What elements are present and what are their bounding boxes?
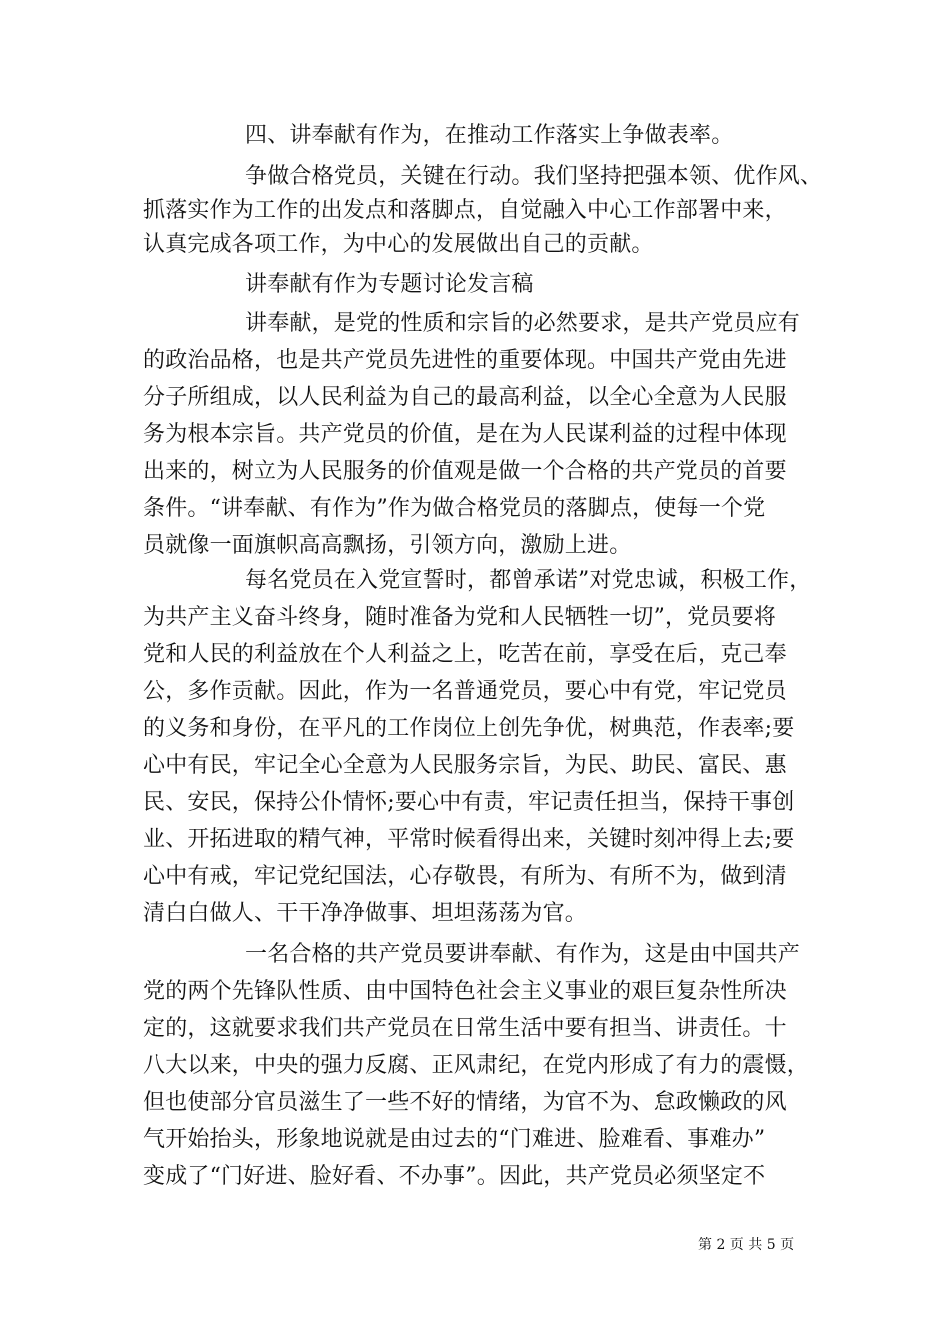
paragraph-line: 条件。“讲奉献、有作为”作为做合格党员的落脚点，使每一个党 <box>143 496 766 521</box>
paragraph-line: 变成了“门好进、脸好看、不办事”。因此，共产党员必须坚定不 <box>143 1164 766 1189</box>
paragraph-line: 分子所组成，以人民利益为自己的最高利益，以全心全意为人民服 <box>143 385 787 410</box>
paragraph-line: 务为根本宗旨。共产党员的价值，是在为人民谋利益的过程中体现 <box>143 422 787 447</box>
paragraph-line: 出来的，树立为人民服务的价值观是做一个合格的共产党员的首要 <box>143 459 787 484</box>
paragraph-line: 定的，这就要求我们共产党员在日常生活中要有担当、讲责任。十 <box>143 1016 787 1041</box>
article-title: 讲奉献有作为专题讨论发言稿 <box>245 272 534 297</box>
section-heading: 四、讲奉献有作为，在推动工作落实上争做表率。 <box>245 123 734 148</box>
paragraph-line: 但也使部分官员滋生了一些不好的情绪，为官不为、怠政懒政的风 <box>143 1090 787 1115</box>
paragraph-line: 员就像一面旗帜高高飘扬，引领方向，激励上进。 <box>143 533 632 558</box>
paragraph-line: 气开始抬头，形象地说就是由过去的“门难进、脸难看、事难办” <box>143 1127 766 1152</box>
paragraph-line: 清白白做人、干干净净做事、坦坦荡荡为官。 <box>143 901 588 926</box>
page-number-footer: 第 2 页 共 5 页 <box>698 1237 795 1253</box>
paragraph-line: 讲奉献，是党的性质和宗旨的必然要求，是共产党员应有 <box>245 311 801 336</box>
paragraph-line: 业、开拓进取的精气神，平常时候看得出来，关键时刻冲得上去;要 <box>143 827 795 852</box>
paragraph-line: 心中有戒，牢记党纪国法，心存敬畏，有所为、有所不为，做到清 <box>143 864 787 889</box>
paragraph-line: 民、安民，保持公仆情怀;要心中有责，牢记责任担当，保持干事创 <box>143 790 795 815</box>
paragraph-line: 认真完成各项工作，为中心的发展做出自己的贡献。 <box>143 232 654 257</box>
paragraph-line: 一名合格的共产党员要讲奉献、有作为，这是由中国共产 <box>245 942 801 967</box>
paragraph-line: 的政治品格，也是共产党员先进性的重要体现。中国共产党由先进 <box>143 348 787 373</box>
paragraph-line: 公，多作贡献。因此，作为一名普通党员，要心中有党，牢记党员 <box>143 679 787 704</box>
paragraph-line: 心中有民，牢记全心全意为人民服务宗旨，为民、助民、富民、惠 <box>143 753 787 778</box>
paragraph-line: 的义务和身份，在平凡的工作岗位上创先争优，树典范，作表率;要 <box>143 716 795 741</box>
paragraph-line: 争做合格党员，关键在行动。我们坚持把强本领、优作风、 <box>245 164 823 189</box>
paragraph-line: 每名党员在入党宣誓时，都曾承诺”对党忠诚，积极工作， <box>245 568 812 593</box>
paragraph-line: 八大以来，中央的强力反腐、正风肃纪，在党内形成了有力的震慑， <box>143 1053 810 1078</box>
paragraph-line: 抓落实作为工作的出发点和落脚点，自觉融入中心工作部署中来， <box>143 198 787 223</box>
paragraph-line: 为共产主义奋斗终身，随时准备为党和人民牺牲一切”，党员要将 <box>143 605 777 630</box>
paragraph-line: 党和人民的利益放在个人利益之上，吃苦在前，享受在后，克己奉 <box>143 642 787 667</box>
paragraph-line: 党的两个先锋队性质、由中国特色社会主义事业的艰巨复杂性所决 <box>143 979 787 1004</box>
